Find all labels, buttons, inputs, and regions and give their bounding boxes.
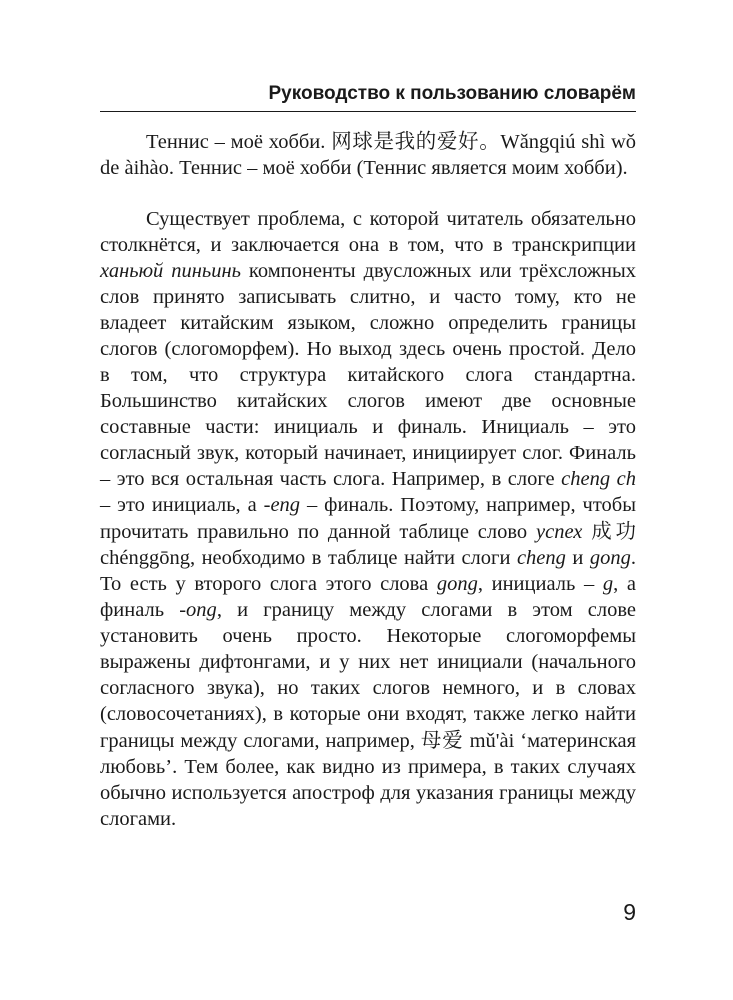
italic-term: cheng <box>516 547 566 569</box>
italic-term: g <box>602 573 614 595</box>
text-run: , и границу между слогами в этом слове установить очень просто. Некоторые слогоморфемы выражены дифтонгами, и у них нет инициали (начального согласного звука), но таких слогов немного, и в словах (словосочетаниях), в которые они входят, также легко найти границы между слогами, например, <box>100 599 636 752</box>
text-run: , инициаль – <box>477 573 603 595</box>
italic-term: gong <box>589 547 631 569</box>
text-run: Теннис – моё хобби. <box>146 131 332 153</box>
paragraph-example <box>100 128 636 181</box>
text-run: chénggōng, необходимо в таблице найти слоги <box>100 547 517 569</box>
text-run: – это инициаль, а <box>100 494 264 516</box>
italic-term: -ong <box>179 599 217 621</box>
running-head: Руководство к пользованию словарём <box>268 83 636 104</box>
italic-term: ханьюй пиньинь <box>100 260 241 282</box>
body-text <box>100 128 636 832</box>
text-run: Wǎngqiú shì wǒ de àihào. Теннис – моё хобби (Теннис является моим хобби). <box>100 131 637 179</box>
text-run: и <box>565 547 590 569</box>
chinese-text: 母爱 <box>420 728 464 752</box>
italic-term: cheng ch <box>561 468 637 490</box>
italic-term: успех <box>536 521 583 543</box>
text-run: , а финаль <box>100 573 636 621</box>
text-run: . То есть у второго слога этого слова <box>100 547 636 595</box>
page-number: 9 <box>623 899 636 925</box>
paragraph-explanation <box>100 206 636 832</box>
italic-term: gong <box>436 573 478 595</box>
chinese-text: 成功 <box>591 519 636 543</box>
header-rule <box>100 111 636 112</box>
chinese-text: 网球是我的爱好。 <box>331 129 501 153</box>
text-run: mǔ'ài ‘материнская любовь’. Тем более, как видно из примера, в таких случаях обычно используется апостроф для указания границы между слогами. <box>100 730 637 830</box>
text-run: Существует проблема, с которой читатель обязательно столкнётся, и заключается она в том, что в транскрипции <box>100 208 636 256</box>
italic-term: -eng <box>263 494 301 516</box>
text-run: компоненты двусложных или трёхсложных слов принято записывать слитно, и часто тому, кто не владеет китайским языком, сложно определить границы слогов (слогоморфем). Но выход здесь очень простой. Дело в том, что структура китайского слога стандартна. Большинство китайских слогов имеют две основные составные части: инициаль и финаль. Инициаль – это согласный звук, который начинает, инициирует слог. Финаль – это вся остальная часть слога. Например, в слоге <box>100 260 637 490</box>
text-run: – финаль. Поэтому, например, чтобы прочитать правильно по данной таблице слово <box>100 494 636 543</box>
